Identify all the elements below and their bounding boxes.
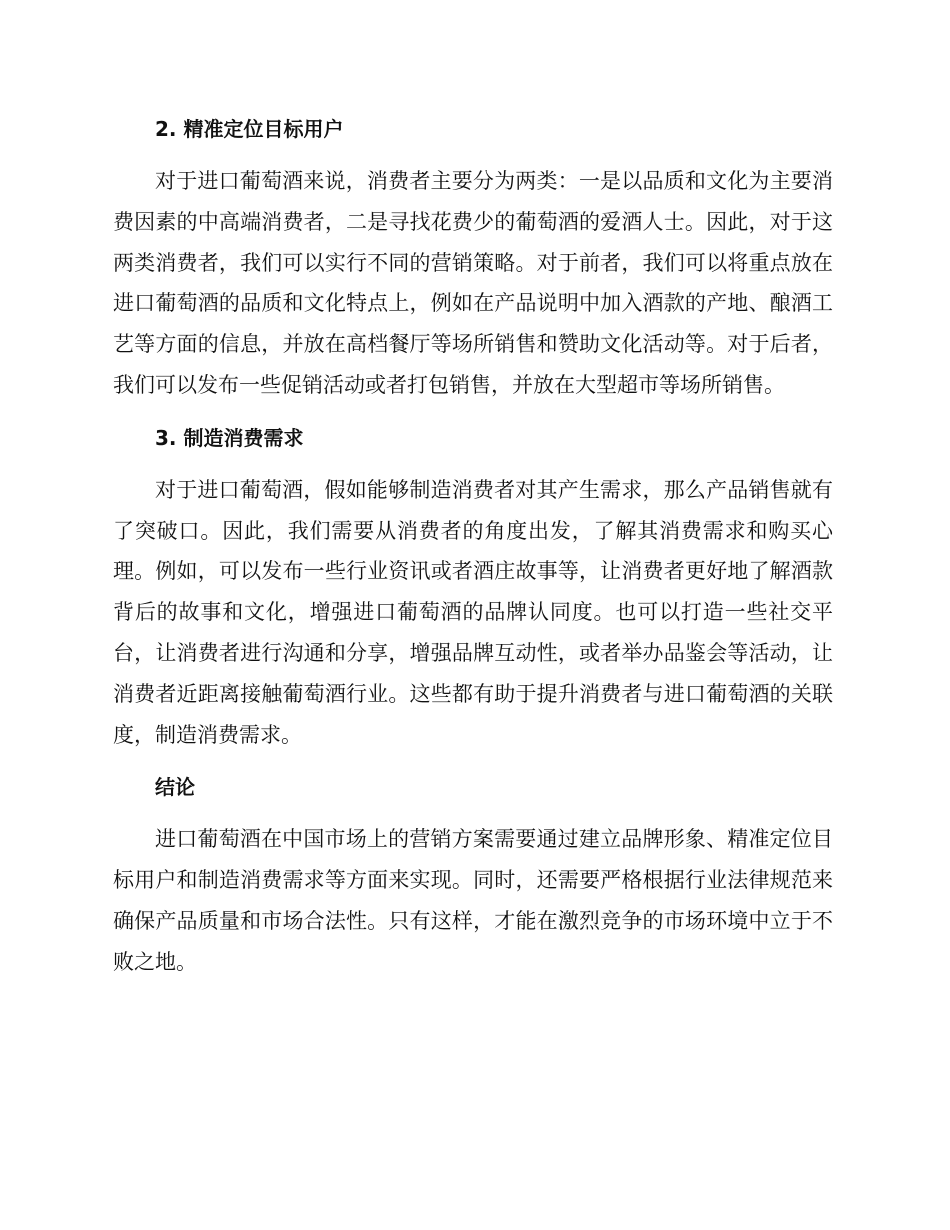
section-paragraph-conclusion: 进口葡萄酒在中国市场上的营销方案需要通过建立品牌形象、精准定位目标用户和制造消费需求等方面来实现。同时，还需要严格根据行业法律规范来确保产品质量和市场合法性。只有这样，才能在激烈竞争的市场环境中立于不败之地。 bbox=[113, 827, 833, 974]
section-heading-conclusion: 结论 bbox=[155, 775, 195, 800]
section-paragraph-target-users: 对于进口葡萄酒来说，消费者主要分为两类：一是以品质和文化为主要消费因素的中高端消费者，二是寻找花费少的葡萄酒的爱酒人士。因此，对于这两类消费者，我们可以实行不同的营销策略。对于前者，我们可以将重点放在进口葡萄酒的品质和文化特点上，例如在产品说明中加入酒款的产地、酿酒工艺等方面的信息，并放在高档餐厅等场所销售和赞助文化活动等。对于后者，我们可以发布一些促销活动或者打包销售，并放在大型超市等场所销售。 bbox=[113, 169, 833, 397]
document-body bbox=[113, 109, 833, 983]
section-heading-consumer-demand: 3. 制造消费需求 bbox=[155, 425, 304, 450]
section-paragraph-consumer-demand: 对于进口葡萄酒，假如能够制造消费者对其产生需求，那么产品销售就有了突破口。因此，我们需要从消费者的角度出发，了解其消费需求和购买心理。例如，可以发布一些行业资讯或者酒庄故事等，让消费者更好地了解酒款背后的故事和文化，增强进口葡萄酒的品牌认同度。也可以打造一些社交平台，让消费者进行沟通和分享，增强品牌互动性，或者举办品鉴会等活动，让消费者近距离接触葡萄酒行业。这些都有助于提升消费者与进口葡萄酒的关联度，制造消费需求。 bbox=[113, 477, 833, 747]
section-heading-target-users: 2. 精准定位目标用户 bbox=[155, 117, 344, 141]
